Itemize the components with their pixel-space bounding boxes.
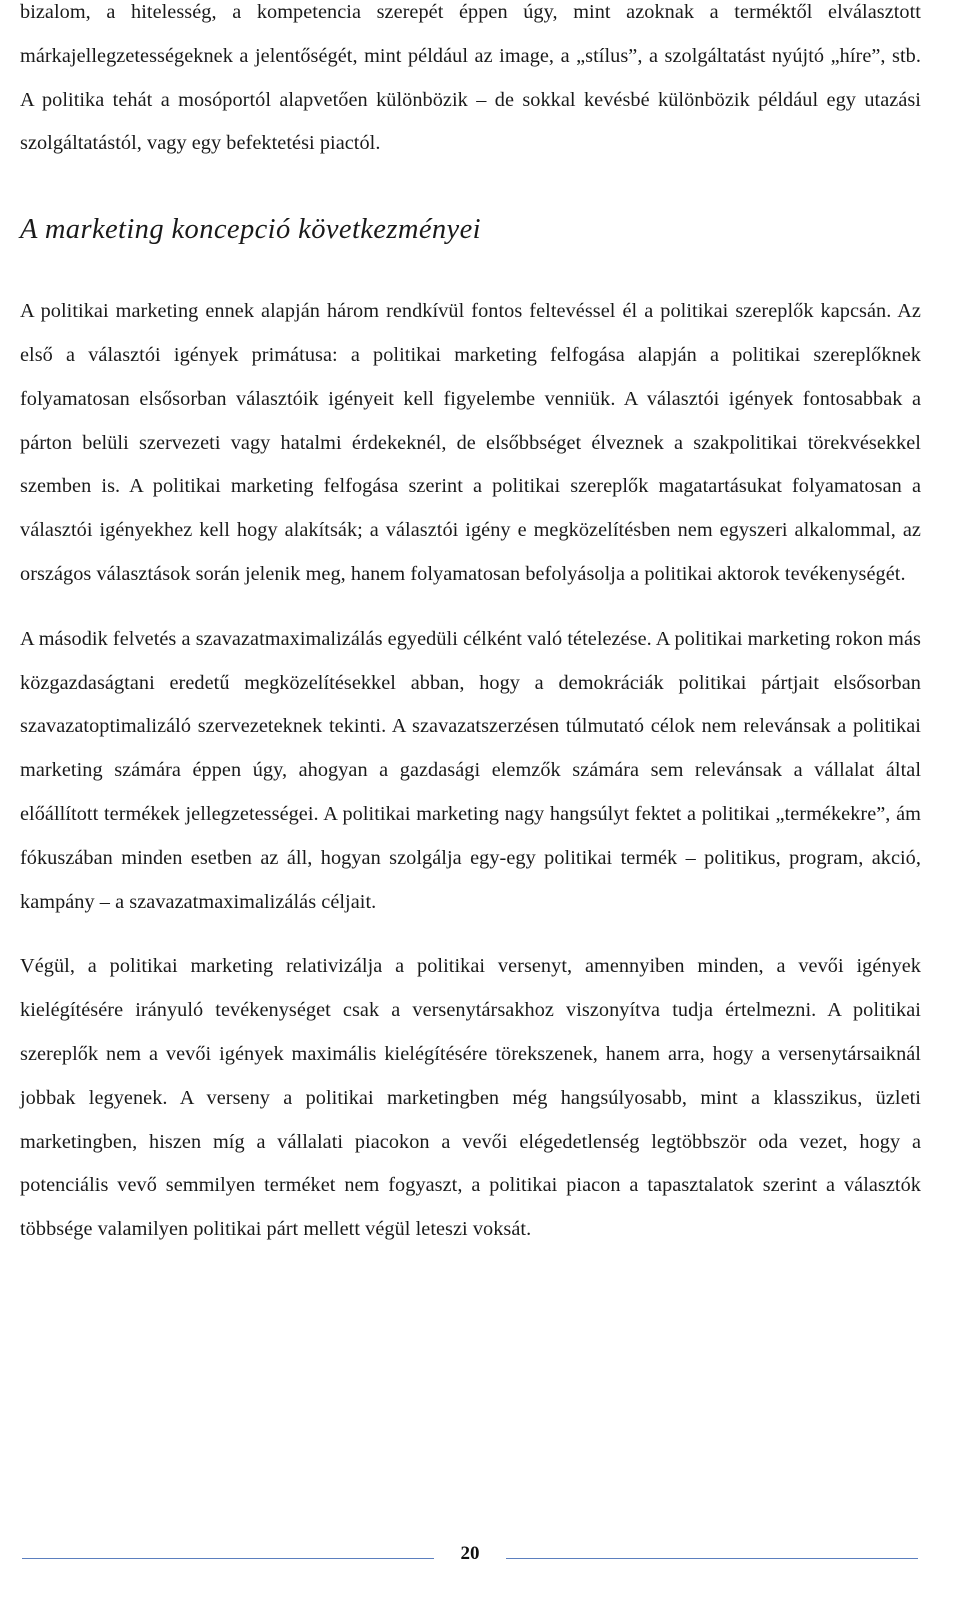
page-number: 20	[460, 1543, 480, 1564]
document-page	[20, 0, 921, 1252]
body-paragraph-2: A politikai marketing ennek alapján három rendkívül fontos feltevéssel él a politikai szereplők kapcsán. Az első a választói igények primátusa: a politikai marketing felfogása alapján a politikai szereplőknek folyamatosan elsősorban választóik igényeit kell figyelembe venniük. A választói igények fontosabbak a párton belüli szervezeti vagy hatalmi érdekeknél, de elsőbbséget élveznek a szakpolitikai törekvésekkel szemben is. A politikai marketing felfogása szerint a politikai szereplők magatartásukat folyamatosan a választói igényekhez kell hogy alakítsák; a választói igény e megközelítésben nem egyszeri alkalommal, az országos választások során jelenik meg, hanem folyamatosan befolyásolja a politikai aktorok tevékenységét.	[20, 300, 921, 585]
body-paragraph-4: Végül, a politikai marketing relativizálja a politikai versenyt, amennyiben minden, a vevői igények kielégítésére irányuló tevékenységet csak a versenytársakhoz viszonyítva tudja értelmezni. A politikai szereplők nem a vevői igények maximális kielégítésére törekszenek, hanem arra, hogy a versenytársaiknál jobbak legyenek. A verseny a politikai marketingben még hangsúlyosabb, mint a klasszikus, üzleti marketingben, hiszen míg a vállalati piacokon a vevői elégedetlenség legtöbbször oda vezet, hogy a potenciális vevő semmilyen terméket nem fogyaszt, a politikai piacon a tapasztalatok szerint a választók többsége valamilyen politikai párt mellett végül leteszi voksát.	[20, 955, 921, 1241]
body-paragraph-1: bizalom, a hitelesség, a kompetencia szerepét éppen úgy, mint azoknak a terméktől elválasztott márkajellegzetességeknek a jelentőségét, mint például az image, a „stílus”, a szolgáltatást nyújtó „híre”, stb. A politika tehát a mosóportól alapvetően különbözik – de sokkal kevésbé különbözik például egy utazási szolgáltatástól, vagy egy befektetési piactól.	[20, 1, 921, 155]
page-footer	[0, 1541, 960, 1581]
footer-rule-left	[22, 1558, 434, 1559]
section-heading: A marketing koncepció következményei	[20, 214, 481, 246]
footer-rule-right	[506, 1558, 918, 1559]
body-paragraph-3: A második felvetés a szavazatmaximalizálás egyedüli célként való tételezése. A politikai marketing rokon más közgazdaságtani eredetű megközelítésekkel abban, hogy a demokráciák politikai pártjait elsősorban szavazatoptimalizáló szervezeteknek tekinti. A szavazatszerzésen túlmutató célok nem relevánsak a politikai marketing számára éppen úgy, ahogyan a gazdasági elemzők számára sem relevánsak a vállalat által előállított termékek jellegzetességei. A politikai marketing nagy hangsúlyt fektet a politikai „termékekre”, ám fókuszában minden esetben az áll, hogyan szolgálja egy-egy politikai termék – politikus, program, akció, kampány – a szavazatmaximalizálás céljait.	[20, 627, 921, 913]
